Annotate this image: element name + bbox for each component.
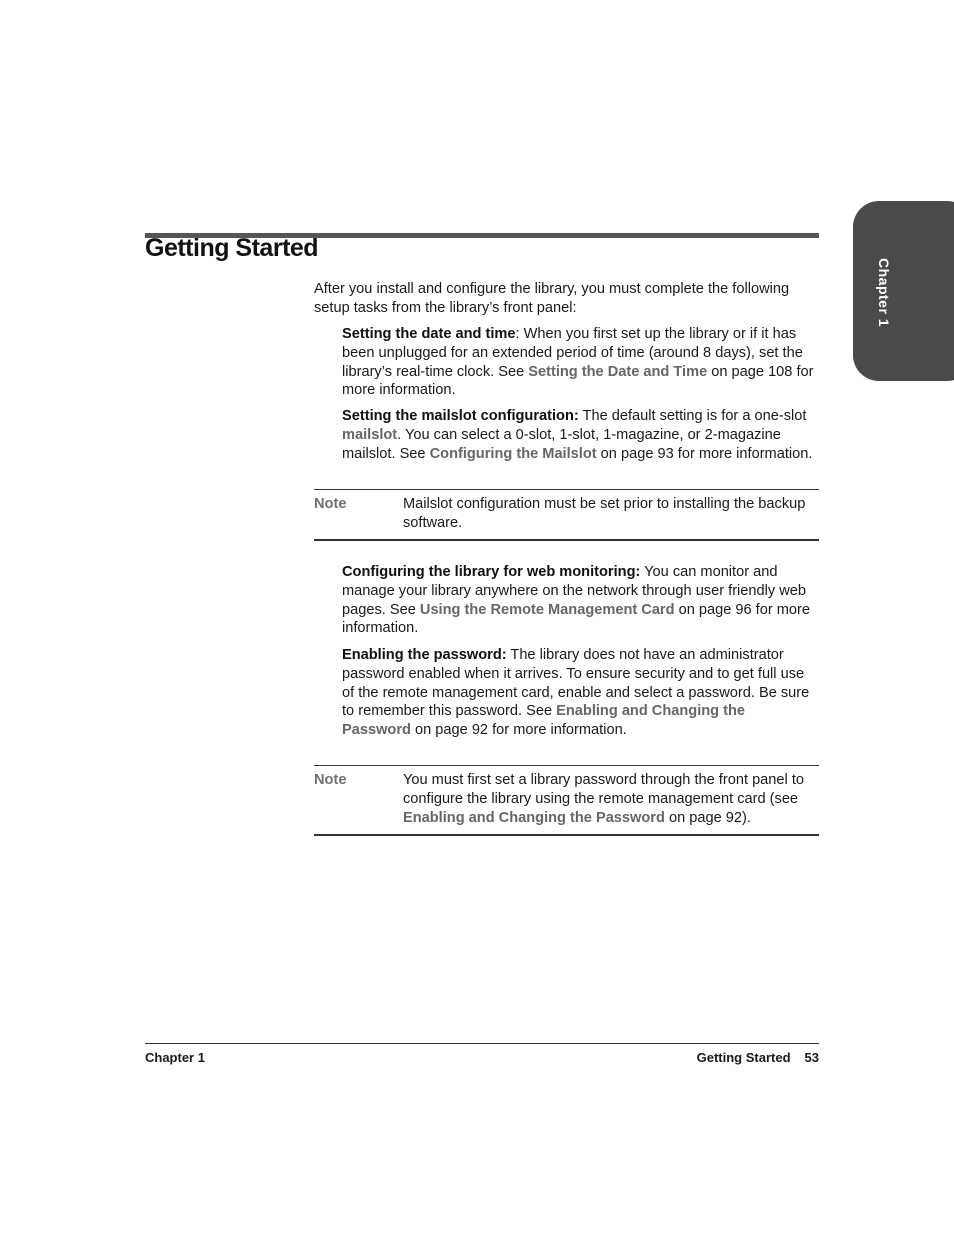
xref-link[interactable]: Configuring the Mailslot [429,445,597,462]
task-term: Setting the date and time [342,326,516,342]
task-term: Setting the mailslot configuration: [342,408,579,424]
page-number: 53 [804,1050,819,1065]
xref-link[interactable]: Using the Remote Management Card [419,601,675,618]
task-date-time: Setting the date and time: When you first set up the library or if it has been unplugged for an extended period of time (around 8 days), set the library’s real-time clock. See Setting the Date and Time on page 108 for more information. [342,326,814,399]
note-label: Note [314,496,347,512]
task-term: Configuring the library for web monitoring: [342,564,641,580]
footer-section: Getting Started [696,1050,791,1065]
chapter-tab [853,201,954,381]
task-password: Enabling the password: The library does not have an administrator password enabled when it arrives. To ensure security and to get full use of the remote management card, enable and select a password. Be sure to remember this password. See Enabling and Changing the Password on page 92 for more information. [342,647,810,739]
task-mailslot: Setting the mailslot configuration: The default setting is for a one-slot mailslot. You can select a 0-slot, 1-slot, 1-magazine, or 2-magazine mailslot. See Configuring the Mailslot on page 93 for more information. [342,408,813,462]
note-label: Note [314,772,347,788]
footer-chapter: Chapter 1 [145,1050,205,1065]
intro-paragraph: After you install and configure the library, you must complete the following setup tasks from the library’s front panel: [314,281,790,316]
xref-link[interactable]: Enabling and Changing the Password [403,809,665,826]
task-web-monitoring: Configuring the library for web monitoring: You can monitor and manage your library anywhere on the network through user friendly web pages. See Using the Remote Management Card on page 96 for more information. [342,564,811,637]
note-text: Mailslot configuration must be set prior to installing the backup software. [403,496,806,531]
note-box [314,765,819,836]
xref-link[interactable]: Setting the Date and Time [528,363,708,380]
note-box [314,489,819,541]
task-term: Enabling the password: [342,647,507,663]
xref-link[interactable]: Enabling and Changing the Password [342,703,746,739]
note-text: You must first set a library password through the front panel to configure the library using the remote management card (see Enabling and Changing the Password on page 92). [403,772,804,826]
footer-rule [145,1043,819,1044]
chapter-tab-label: Chapter 1 [876,258,892,328]
glossary-link[interactable]: mailslot [342,426,398,443]
footer-right [697,1050,819,1065]
page-title: Getting Started [145,234,319,262]
